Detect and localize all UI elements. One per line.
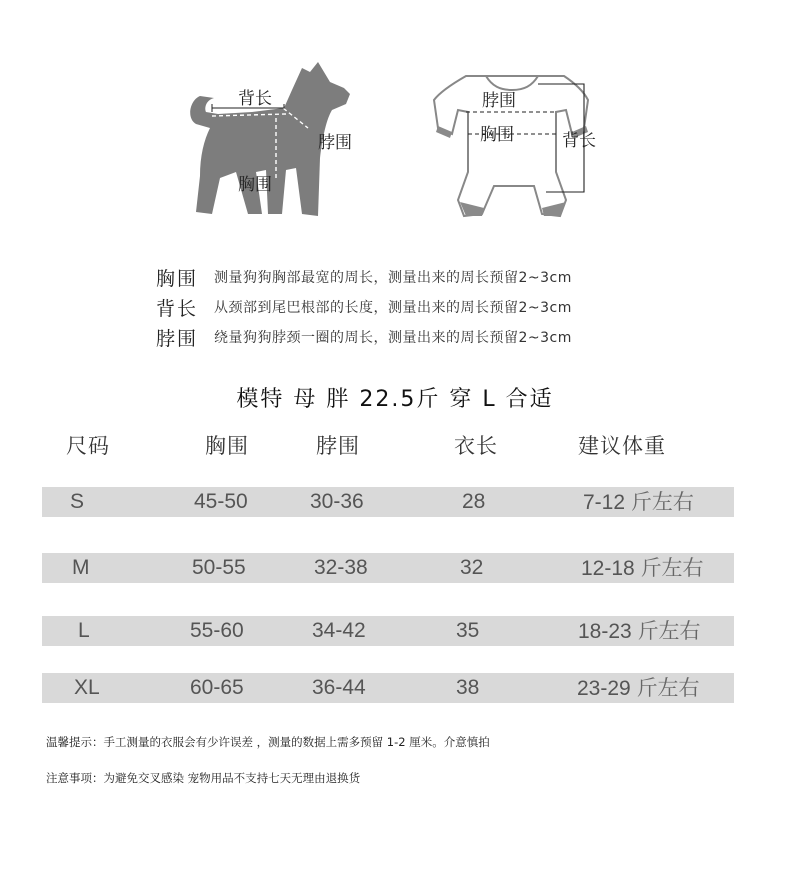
weight-unit: 斤左右	[630, 490, 694, 514]
definition-term: 背长	[156, 297, 199, 320]
measurement-tip: 温馨提示：手工测量的衣服会有少许误差 ，测量的数据上需多预留 1-2 厘米。介意慎拍	[46, 735, 490, 749]
cell-neck: 34-42	[312, 619, 366, 642]
return-policy-notice: 注意事项：为避免交叉感染 宠物用品不支持七天无理由退换货	[46, 771, 361, 785]
definition-row	[156, 292, 676, 322]
cell-neck: 32-38	[314, 556, 368, 579]
definition-desc: 绕量狗狗脖颈一圈的周长，测量出来的周长预留2~3cm	[214, 330, 572, 346]
cell-length: 28	[462, 490, 486, 513]
cell-weight	[577, 673, 700, 703]
table-row	[42, 616, 734, 646]
definition-desc: 从颈部到尾巴根部的长度，测量出来的周长预留2~3cm	[214, 300, 572, 316]
weight-range: 12-18	[581, 557, 635, 580]
header-size: 尺码	[66, 434, 110, 458]
header-length: 衣长	[454, 434, 498, 458]
weight-range: 18-23	[578, 620, 632, 643]
definition-row	[156, 262, 676, 292]
weight-range: 7-12	[583, 491, 626, 514]
table-row	[42, 487, 734, 517]
cell-weight	[578, 616, 701, 646]
definition-term: 脖围	[156, 327, 199, 350]
measurement-diagram	[0, 0, 790, 240]
cell-chest: 50-55	[192, 556, 246, 579]
dog-back-label: 背长	[238, 89, 272, 109]
cell-length: 38	[456, 676, 480, 699]
definition-row	[156, 322, 676, 352]
header-weight: 建议体重	[578, 434, 666, 458]
cell-weight	[581, 553, 704, 583]
weight-unit: 斤左右	[636, 676, 700, 700]
definition-term: 胸围	[156, 267, 199, 290]
cell-size: XL	[74, 676, 100, 699]
weight-unit: 斤左右	[637, 619, 701, 643]
size-table-header	[0, 430, 790, 462]
weight-unit: 斤左右	[640, 556, 704, 580]
header-neck: 脖围	[316, 434, 360, 458]
dog-chest-label: 胸围	[238, 175, 272, 195]
cell-size: S	[70, 490, 85, 513]
table-row	[42, 553, 734, 583]
cell-length: 32	[460, 556, 484, 579]
table-row	[42, 673, 734, 703]
cell-neck: 30-36	[310, 490, 364, 513]
measurement-definitions	[156, 262, 676, 352]
cell-size: M	[72, 556, 90, 579]
garment-neck-label: 脖围	[482, 91, 516, 111]
cell-chest: 60-65	[190, 676, 244, 699]
cell-chest: 55-60	[190, 619, 244, 642]
definition-desc: 测量狗狗胸部最宽的周长，测量出来的周长预留2~3cm	[214, 270, 572, 286]
dog-neck-label: 脖围	[318, 133, 352, 153]
garment-back-label: 背长	[562, 131, 596, 151]
model-fit-note: 模特 母 胖 22.5斤 穿 L 合适	[236, 387, 554, 412]
cell-chest: 45-50	[194, 490, 248, 513]
garment-chest-label: 胸围	[480, 125, 514, 145]
weight-range: 23-29	[577, 677, 631, 700]
cell-neck: 36-44	[312, 676, 366, 699]
cell-length: 35	[456, 619, 480, 642]
header-chest: 胸围	[205, 434, 249, 458]
cell-size: L	[78, 619, 90, 642]
cell-weight	[583, 487, 694, 517]
